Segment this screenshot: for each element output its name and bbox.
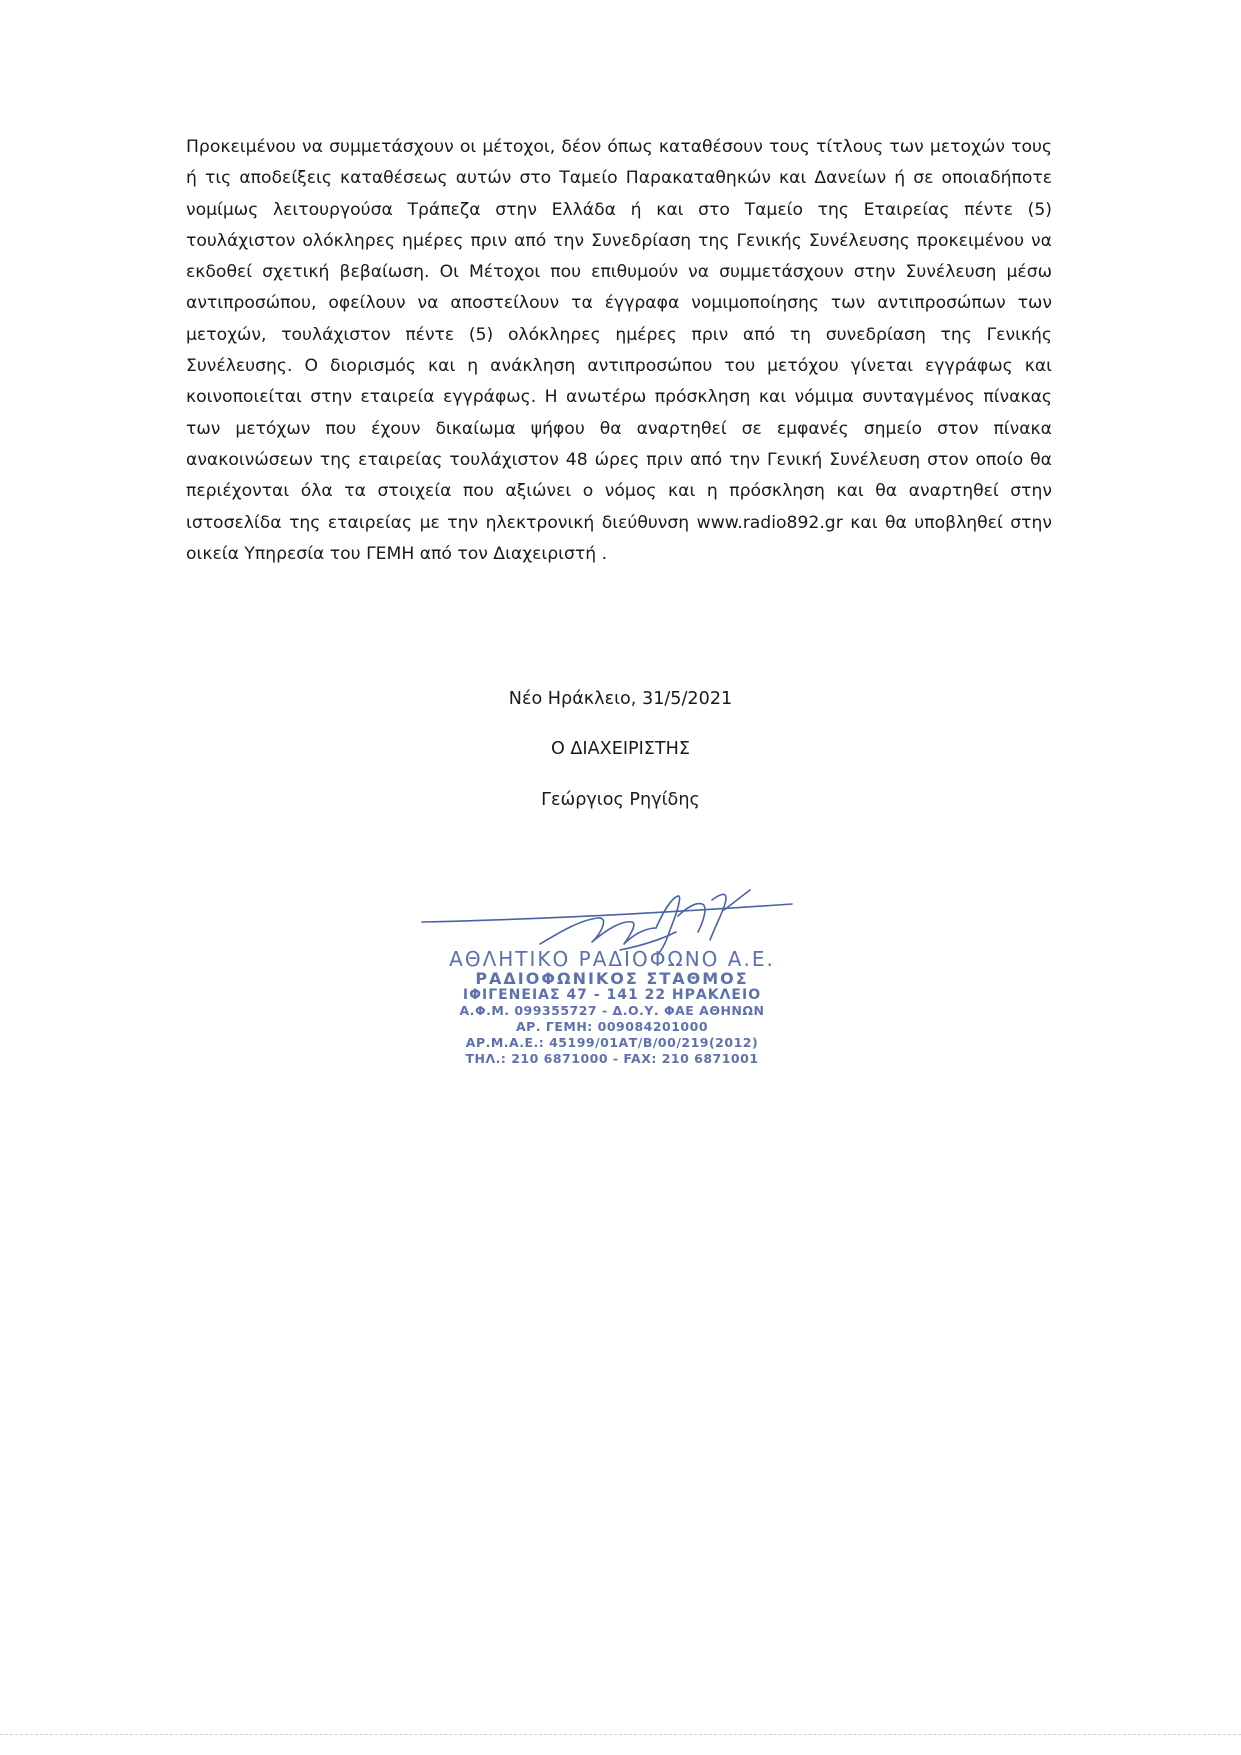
- company-stamp: [442, 948, 782, 1067]
- stamp-company-name: ΑΘΛΗΤΙΚΟ ΡΑΔΙΟΦΩΝΟ Α.Ε.: [449, 947, 775, 971]
- place-date: Νέο Ηράκλειο, 31/5/2021: [508, 689, 733, 709]
- stamp-address: ΙΦΙΓΕΝΕΙΑΣ 47 - 141 22 ΗΡΑΚΛΕΙΟ: [462, 987, 762, 1003]
- scan-edge-line: [0, 1734, 1241, 1735]
- body-paragraph: Προκειμένου να συμμετάσχουν οι μέτοχοι, δέον όπως καταθέσουν τους τίτλους των μετοχών τους ή τις αποδείξεις καταθέσεως αυτών στο Ταμείο Παρακαταθηκών και Δανείων ή σε οποιαδήποτε νομίμως λειτουργούσα Τράπεζα στην Ελλάδα ή και στο Ταμείο της Εταιρείας πέντε (5) τουλάχιστον ολόκληρες ημέρες πριν από την Συνεδρίαση της Γενικής Συνέλευσης προκειμένου να εκδοθεί σχετική βεβαίωση. Οι Μέτοχοι που επιθυμούν να συμμετάσχουν στην Συνέλευση μέσω αντιπροσώπου, οφείλουν να αποστείλουν τα έγγραφα νομιμοποίησης των αντιπροσώπων των μετοχών, τουλάχιστον πέντε (5) ολόκληρες ημέρες πριν από τη συνεδρίαση της Γενικής Συνέλευσης. Ο διορισμός και η ανάκληση αντιπροσώπου του μετόχου γίνεται εγγράφως και κοινοποιείται στην εταιρεία εγγράφως. Η ανωτέρω πρόσκληση και νόμιμα συνταγμένος πίνακας των μετόχων που έχουν δικαίωμα ψήφου θα αναρτηθεί σε εμφανές σημείο στον πίνακα ανακοινώσεων της εταιρείας τουλάχιστον 48 ώρες πριν από την Γενική Συνέλευση στον οποίο θα περιέχονται όλα τα στοιχεία που αξιώνει ο νόμος και η πρόσκληση και θα αναρτηθεί στην ιστοσελίδα της εταιρείας με την ηλεκτρονική διεύθυνση www.radio892.gr και θα υποβληθεί στην οικεία Υπηρεσία του ΓΕΜΗ από τον Διαχειριστή .: [186, 137, 1052, 564]
- stamp-gemi-number: ΑΡ. ΓΕΜΗ: 009084201000: [515, 1019, 709, 1034]
- manager-title: Ο ΔΙΑΧΕΙΡΙΣΤΗΣ: [550, 739, 691, 759]
- stamp-phone-fax: ΤΗΛ.: 210 6871000 - FAX: 210 6871001: [465, 1051, 759, 1066]
- stamp-station-type: ΡΑΔΙΟΦΩΝΙΚΟΣ ΣΤΑΘΜΟΣ: [475, 969, 749, 988]
- stamp-registry-number: ΑΡ.Μ.Α.Ε.: 45199/01ΑΤ/Β/00/219(2012): [465, 1035, 759, 1050]
- stamp-tax-id: Α.Φ.Μ. 099355727 - Δ.Ο.Υ. ΦΑΕ ΑΘΗΝΩΝ: [459, 1003, 765, 1018]
- manager-name: Γεώργιος Ρηγίδης: [541, 790, 700, 810]
- stamp-and-signature: [420, 880, 800, 1080]
